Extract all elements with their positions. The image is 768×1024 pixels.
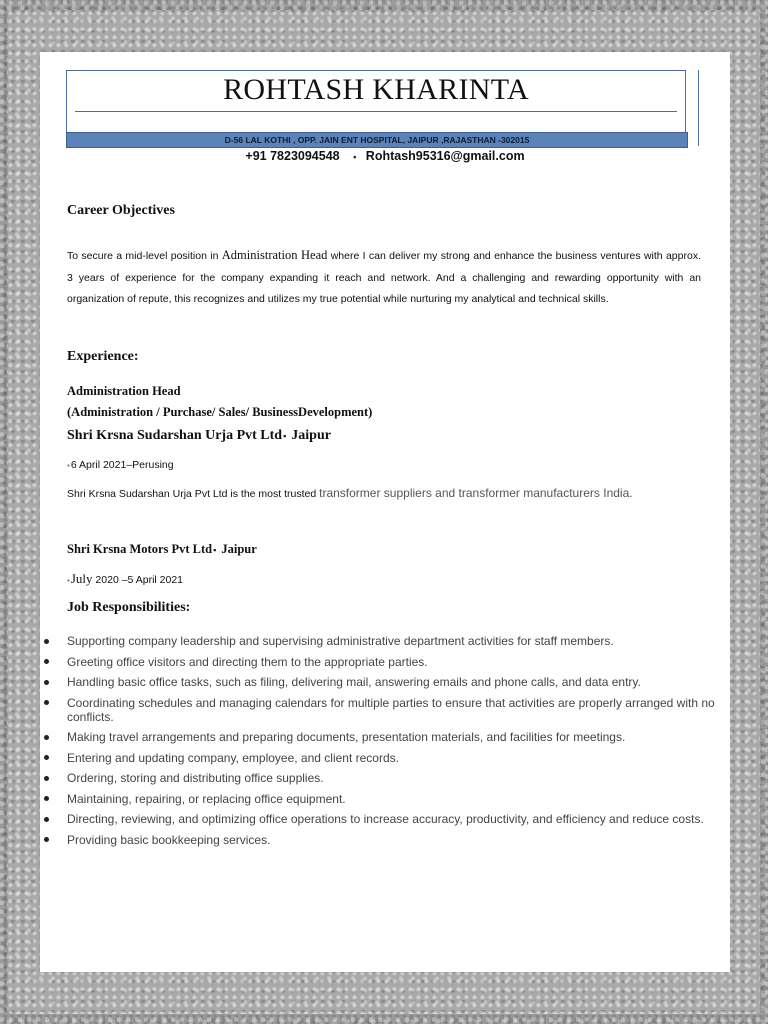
job1-desc-end: transformer suppliers and transformer manufacturers India. — [319, 486, 633, 500]
job1-title: Administration Head — [67, 384, 181, 398]
bullet-icon — [44, 755, 49, 760]
address-bar: D-56 LAL KOTHI , OPP. JAIN ENT HOSPITAL, JAIPUR ,RAJASTHAN -302015 — [66, 132, 688, 148]
bullet-icon — [44, 817, 49, 822]
bullet-icon — [44, 680, 49, 685]
header-divider — [75, 111, 677, 112]
job1-company-line — [67, 428, 331, 444]
job1-bullet: ▪ — [67, 461, 70, 470]
bullet-icon — [44, 659, 49, 664]
bullet-icon — [44, 735, 49, 740]
list-item: Maintaining, repairing, or replacing office equipment. — [40, 792, 720, 806]
email-address: Rohtash95316@gmail.com — [365, 149, 525, 163]
job2-company: Shri Krsna Motors Pvt Ltd — [67, 542, 213, 556]
bullet-icon — [44, 796, 49, 801]
career-objectives-text — [67, 245, 701, 311]
job1-desc-start: Shri Krsna Sudarshan Urja Pvt Ltd is the most trusted — [67, 488, 320, 500]
contact-line — [40, 149, 730, 163]
career-text-end: where I can deliver my strong and enhance the business ventures with approx. 3 years of experience for the company expanding it reach and network. And a challenging and rewarding opportunity with an organization of repute, this recognizes and utilizes my true potential while nurturing my analytical and technical skills. — [67, 250, 701, 305]
responsibilities-list — [40, 634, 720, 853]
experience-heading: Experience: — [67, 349, 139, 364]
job2-dates-line — [67, 571, 183, 587]
job-responsibilities-heading: Job Responsibilities: — [67, 600, 191, 615]
job2-location: Jaipur — [221, 542, 257, 556]
job1-dates-line — [67, 459, 174, 471]
bullet-icon — [44, 700, 49, 705]
list-item: Handling basic office tasks, such as filing, delivering mail, answering emails and phone calls, and data entry. — [40, 675, 720, 689]
list-item: Making travel arrangements and preparing documents, presentation materials, and facilities for meetings. — [40, 730, 720, 744]
job2-company-line — [67, 542, 257, 557]
list-item: Coordinating schedules and managing calendars for multiple parties to ensure that activities are properly arranged with no conflicts. — [40, 696, 720, 724]
career-text-start: To secure a mid-level position in — [67, 250, 222, 262]
list-item: Greeting office visitors and directing them to the appropriate parties. — [40, 655, 720, 669]
job2-month: July — [70, 571, 93, 586]
candidate-name: ROHTASH KHARINTA — [223, 73, 529, 106]
job2-company-separator: ▪ — [213, 545, 217, 555]
bullet-icon — [44, 837, 49, 842]
list-item: Ordering, storing and distributing office supplies. — [40, 771, 720, 785]
career-objectives-heading: Career Objectives — [67, 203, 175, 218]
list-item: Providing basic bookkeeping services. — [40, 833, 720, 847]
job1-company: Shri Krsna Sudarshan Urja Pvt Ltd — [67, 428, 283, 443]
phone-number: +91 7823094548 — [245, 149, 340, 163]
job1-dates: 6 April 2021–Perusing — [70, 459, 174, 471]
job1-description — [67, 486, 633, 500]
list-item: Entering and updating company, employee, and client records. — [40, 751, 720, 765]
list-item: Directing, reviewing, and optimizing office operations to increase accuracy, productivity, and efficiency and reduce costs. — [40, 812, 720, 826]
job1-location: Jaipur — [291, 428, 331, 443]
list-item: Supporting company leadership and supervising administrative department activities for staff members. — [40, 634, 720, 648]
header-side-rule — [698, 70, 699, 146]
contact-separator: ▪ — [353, 152, 357, 162]
bullet-icon — [44, 776, 49, 781]
job1-company-separator: ▪ — [283, 431, 287, 441]
resume-page — [40, 52, 730, 972]
job2-dates: 2020 –5 April 2021 — [92, 574, 184, 586]
career-role: Administration Head — [221, 248, 328, 262]
job1-areas: (Administration / Purchase/ Sales/ BusinessDevelopment) — [67, 405, 373, 419]
job2-bullet: ▪ — [67, 576, 70, 585]
bullet-icon — [44, 639, 49, 644]
